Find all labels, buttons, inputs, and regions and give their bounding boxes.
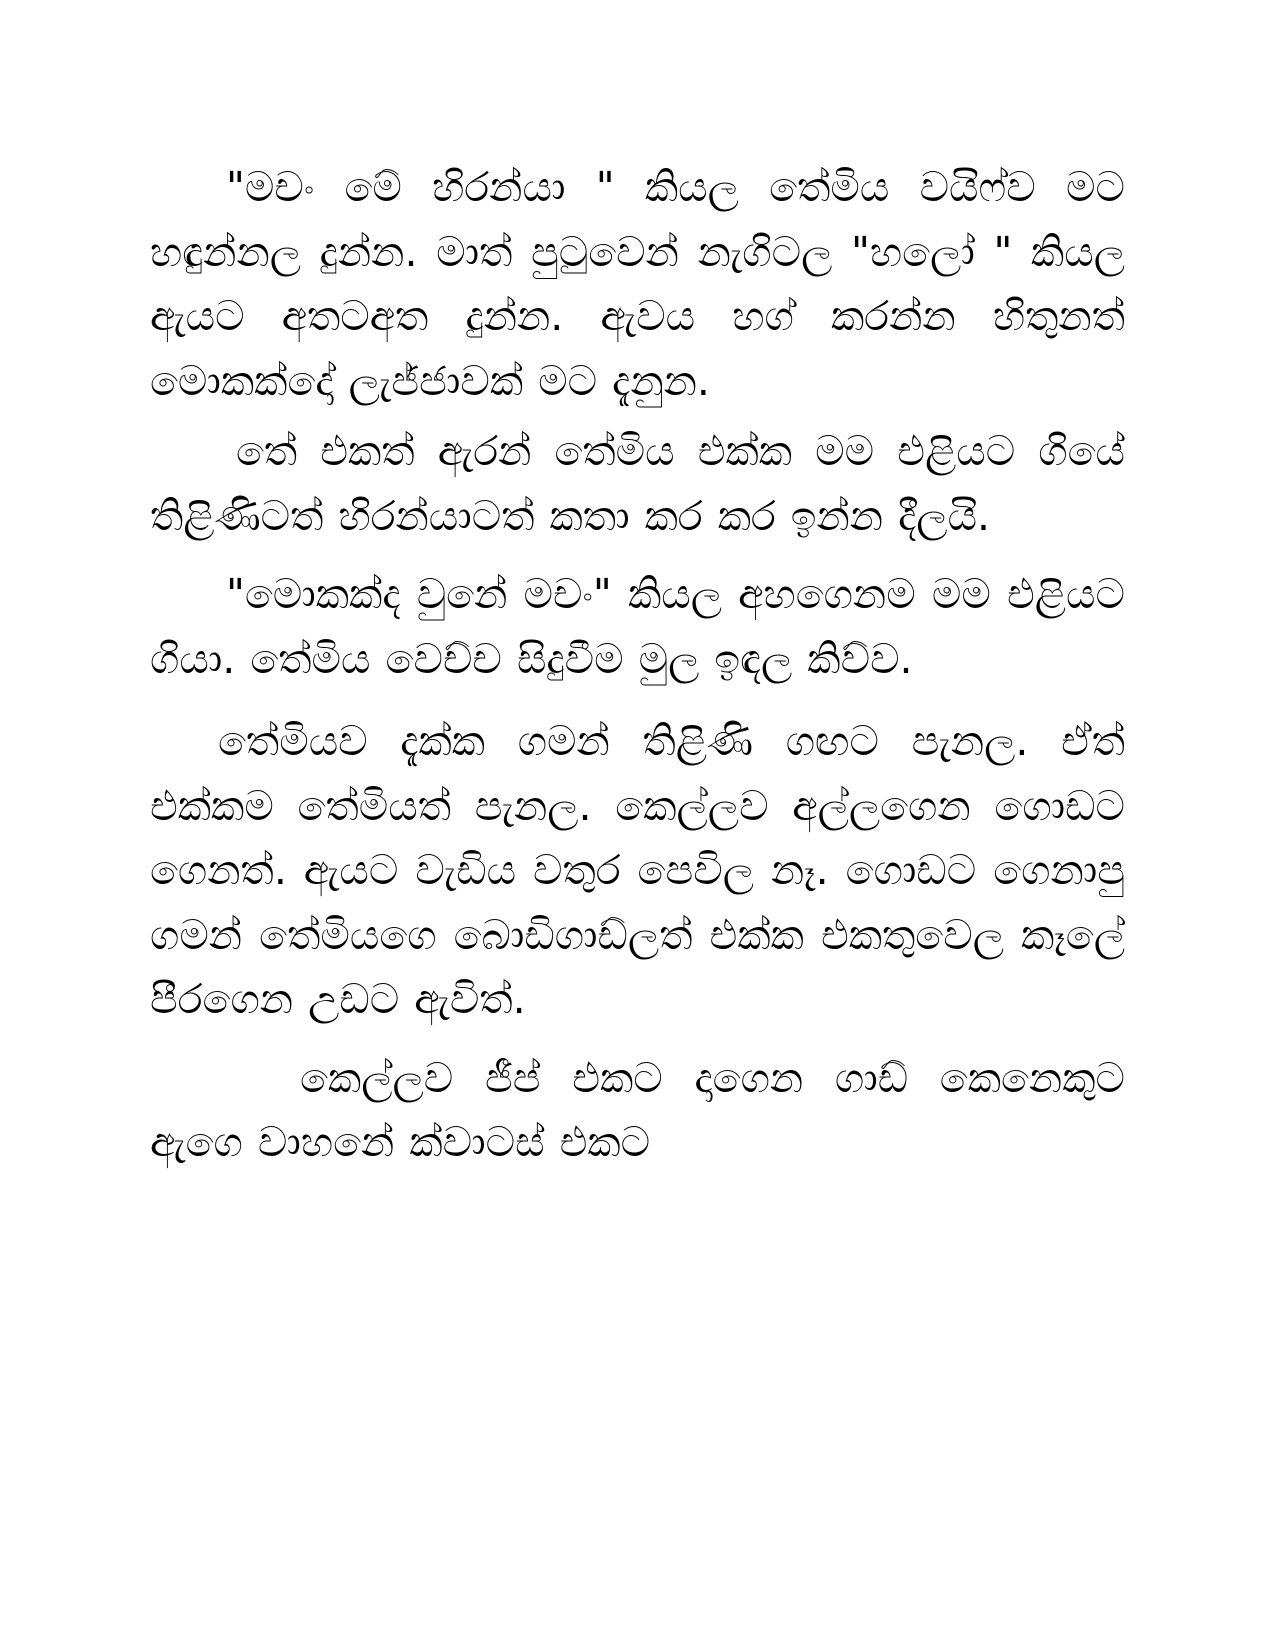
paragraph-5: කෙල්ලව ජීප් එකට දාගෙන ගාඩ් කෙනෙකුට ඇගෙ වාහනේ ක්වාටස් එකට <box>150 1053 1125 1166</box>
document-page <box>150 155 1125 1175</box>
paragraph-3: "මොකක්ද වුනේ මචං" කියල අහගෙනම මම එළියට ගියා. තේමිය වෙච්ච සිදුවීම මුල ඉඳල කිව්ව. <box>150 570 1125 683</box>
paragraph-4: තේමියව දැක්ක ගමන් තිළිණි ගඟට පැනල. ඒත් එක්කම තේමියත් පැනල. කෙල්ලව අල්ලගෙන ගොඩට ගෙනත්. ඇයට වැඩිය වතුර පෙවිල නෑ. ගොඩට ගෙනාපු ගමන් තේමියගෙ බොඩිගාඩ්ලත් එක්ක එකතුවෙල කෑලේ පීරගෙන උඩට ඇවිත්. <box>150 717 1125 1023</box>
paragraph-2: තේ එකත් ඇරන් තේමිය එක්ක මම එළියට ගියේ තිළිණිටත් හිරන්යාටත් කතා කර කර ඉන්න දීලයි. <box>150 427 1125 540</box>
paragraph-1: "මචං මේ හිරන්යා " කියල තේමිය වයිෆ්ව මට හඳුන්නල දුන්න. මාත් පුටුවෙන් නැගිටල "හලෝ " කියල ඇයට අතටඅත දුන්න. ඇවය හග් කරන්න හිතුනත් මොකක්දෝ ලැජ්ජාවක් මට දැනුන. <box>150 163 1125 405</box>
